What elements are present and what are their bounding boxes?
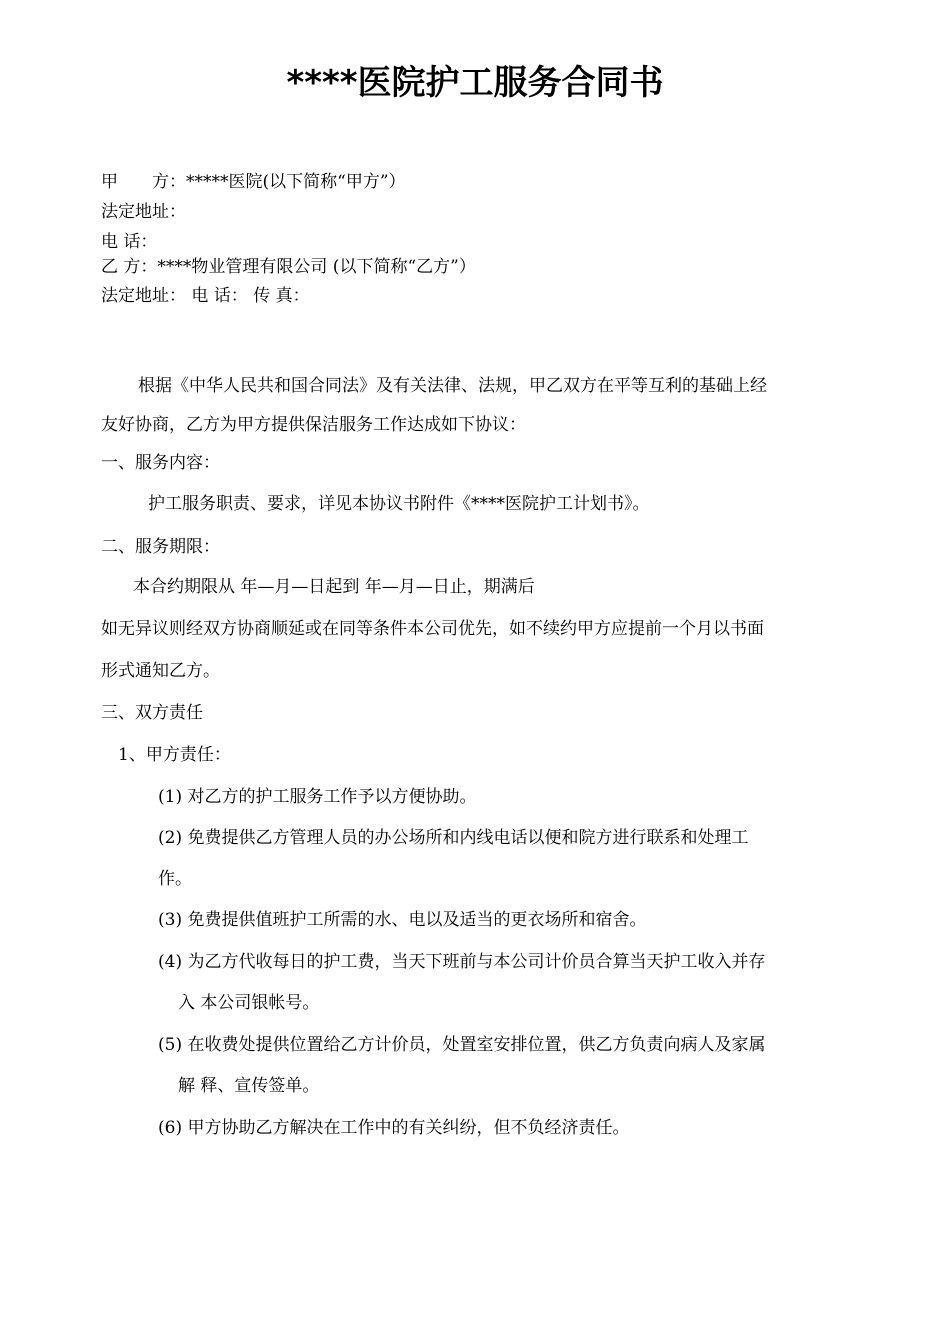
section-1-body: 护工服务职责、要求，详见本协议书附件《****医院护工计划书》。 bbox=[148, 494, 650, 514]
section-1-heading: 一、服务内容： bbox=[101, 453, 220, 473]
section-3-sub1-heading: 1、甲方责任： bbox=[118, 745, 231, 765]
section-3-heading: 三、双方责任 bbox=[101, 703, 203, 723]
preamble-line-2: 友好协商，乙方为甲方提供保洁服务工作达成如下协议： bbox=[101, 415, 526, 435]
duty-item-1: (1) 对乙方的护工服务工作予以方便协助。 bbox=[158, 787, 477, 807]
duty-item-5-cont: 解 释、宣传签单。 bbox=[178, 1076, 320, 1096]
party-a-phone: 电 话： bbox=[101, 232, 158, 252]
duty-item-4: (4) 为乙方代收每日的护工费，当天下班前与本公司计价员合算当天护工收入并存 bbox=[158, 952, 766, 972]
duty-item-6: (6) 甲方协助乙方解决在工作中的有关纠纷，但不负经济责任。 bbox=[158, 1118, 630, 1138]
duty-item-2: (2) 免费提供乙方管理人员的办公场所和内线电话以便和院方进行联系和处理工 bbox=[158, 828, 749, 848]
section-2-heading: 二、服务期限： bbox=[101, 537, 220, 557]
party-a: 甲 方：*****医院(以下简称“甲方”） bbox=[101, 172, 406, 192]
party-b-contact: 法定地址： 电 话： 传 真： bbox=[101, 286, 310, 306]
document-title: ****医院护工服务合同书 bbox=[286, 63, 664, 103]
duty-item-2-cont: 作。 bbox=[158, 869, 192, 889]
party-a-address: 法定地址： bbox=[101, 202, 186, 222]
section-2-line-1: 本合约期限从 年—月—日起到 年—月—日止，期满后 bbox=[133, 577, 535, 597]
section-2-line-3: 形式通知乙方。 bbox=[101, 661, 220, 681]
duty-item-3: (3) 免费提供值班护工所需的水、电以及适当的更衣场所和宿舍。 bbox=[158, 910, 647, 930]
preamble-line-1: 根据《中华人民共和国合同法》及有关法律、法规，甲乙双方在平等互利的基础上经 bbox=[138, 376, 767, 396]
party-b: 乙 方：****物业管理有限公司 (以下简称“乙方”） bbox=[101, 257, 476, 277]
section-2-line-2: 如无异议则经双方协商顺延或在同等条件本公司优先，如不续约甲方应提前一个月以书面 bbox=[101, 619, 764, 639]
duty-item-4-cont: 入 本公司银帐号。 bbox=[178, 993, 320, 1013]
duty-item-5: (5) 在收费处提供位置给乙方计价员，处置室安排位置，供乙方负责向病人及家属 bbox=[158, 1035, 766, 1055]
